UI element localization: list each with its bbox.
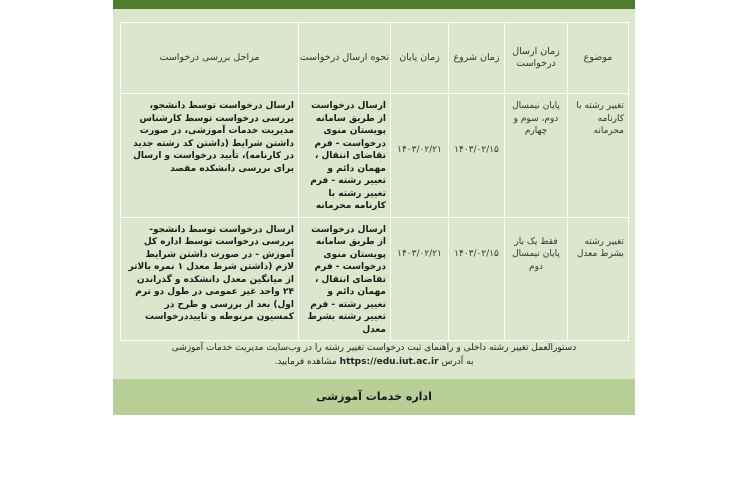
cell-subject: تغییر رشته بشرط معدل [576, 236, 624, 259]
instructions-note [120, 341, 628, 369]
header-request-time: زمان ارسال درخواست [505, 23, 568, 94]
document-page [113, 0, 635, 415]
header-start: زمان شروع [449, 23, 505, 94]
table-row [121, 217, 629, 341]
header-method: نحوه ارسال درخواست [299, 23, 391, 94]
instructions-suffix: مشاهده فرمایید. [274, 357, 337, 367]
header-subject: موضوع [568, 23, 629, 94]
office-band [113, 379, 635, 415]
cell-stages: ارسال درخواست توسط دانشجو- بررسی درخواست توسط اداره کل آموزش - در صورت داشتن شرایط لازم (داشتن شرط معدل ۱ نمره بالاتر از میانگین معدل دانشکده و گذراندن ۲۴ واحد غیر عمومی در طول دو ترم اول) بعد از بررسی و طرح در کمسیون مربوطه و تاییددرخواست [128, 224, 294, 322]
header-end: زمان پایان [391, 23, 449, 94]
requests-table [120, 22, 629, 341]
cell-end: ۱۴۰۳/۰۲/۲۱ [397, 145, 442, 155]
website-link[interactable]: https://edu.iut.ac.ir [339, 357, 439, 367]
cell-request-time: پایان نیمسال دوم، سوم و چهارم [512, 101, 560, 136]
header-stages: مراحل بررسی درخواست [121, 23, 299, 94]
office-name: اداره خدمات آموزشی [316, 390, 432, 403]
cell-end: ۱۴۰۳/۰۲/۲۱ [397, 248, 442, 259]
table-row [121, 94, 629, 218]
top-bar [113, 0, 635, 9]
instructions-line-1: دستورالعمل تغییر رشته داخلی و راهنمای ثبت درخواست تغییر رشته را در وب‌سایت مدیریت خدمات آموزشی [171, 343, 577, 353]
cell-stages: ارسال درخواست توسط دانشجو، بررسی درخواست توسط کارشناس مدیریت خدمات آموزشی، در صورت داشتن شرایط (داشتن کد رشته جدید در کارنامه)، تأیید درخواست و ارسال برای بررسی دانشکده مقصد [133, 101, 294, 174]
cell-method: ارسال درخواست از طریق سامانه پویستان منوی درخواست - فرم تقاضای انتقال ، مهمان دائم و تغییر رشته - فرم تغییر رشته با کارنامه محرمانه [310, 101, 386, 211]
cell-method: ارسال درخواست از طریق سامانه پویستان منوی درخواست - فرم تقاضای انتقال ، مهمان دائم و تغییر رشته - فرم تغییر رشته بشرط معدل [307, 224, 386, 335]
cell-start: ۱۴۰۳/۰۲/۱۵ [454, 145, 499, 155]
cell-start: ۱۴۰۳/۰۲/۱۵ [454, 248, 499, 259]
table-header-row [121, 23, 629, 94]
instructions-line-2 [120, 355, 628, 369]
cell-subject: تغییر رشته با کارنامه محرمانه [576, 101, 624, 136]
instructions-prefix: به آدرس [441, 357, 474, 367]
cell-request-time: فقط یک بار پایان نیمسال دوم [512, 236, 560, 272]
